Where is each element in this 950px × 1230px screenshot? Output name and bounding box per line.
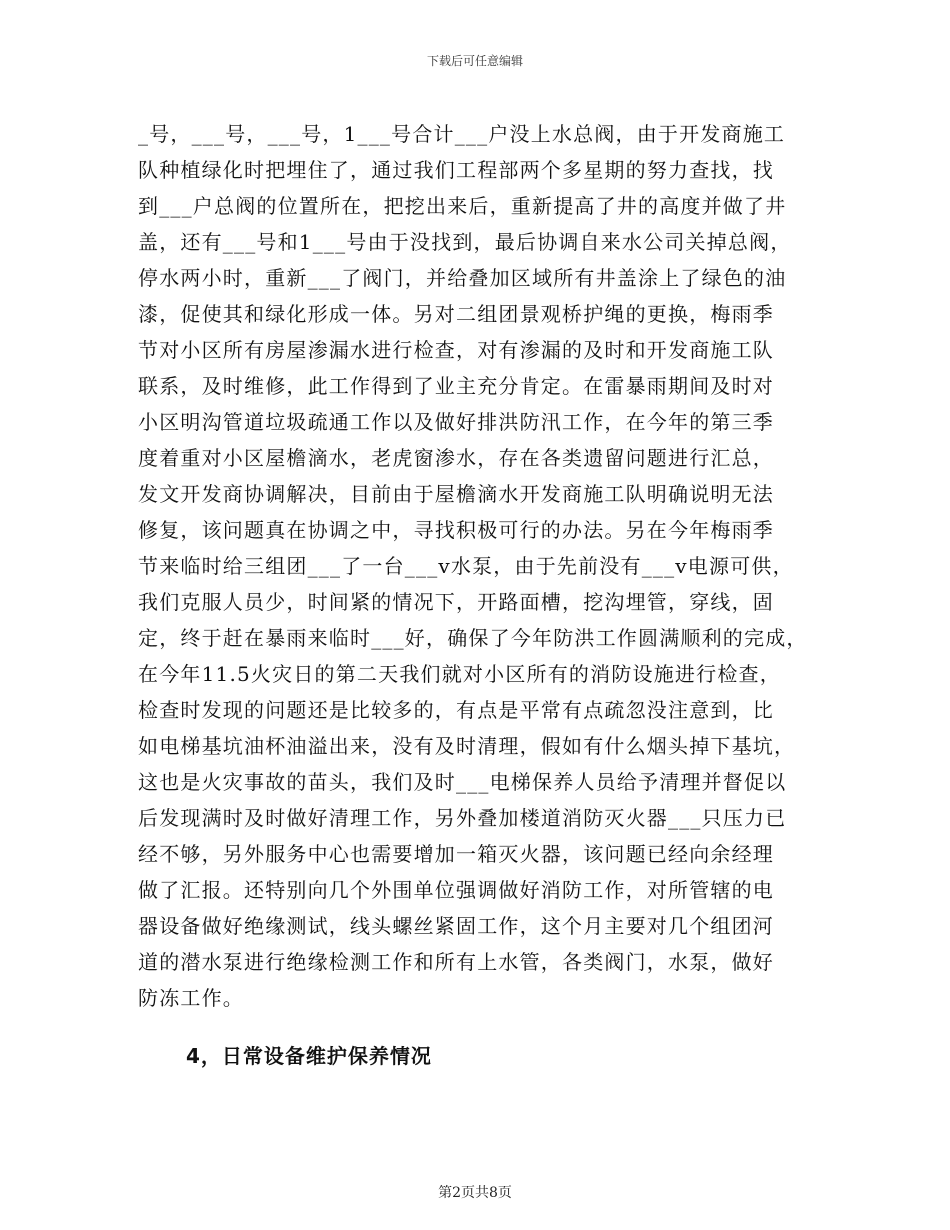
text-line: 我们克服人员少，时间紧的情况下，开路面槽，挖沟埋管，穿线，固 [138,590,774,614]
text-line: 小区明沟管道垃圾疏通工作以及做好排洪防汛工作，在今年的第三季 [138,410,774,434]
text-line: 停水两小时，重新___了阀门，并给叠加区域所有井盖涂上了绿色的油 [138,266,787,290]
text-line: 定，终于赶在暴雨来临时___好，确保了今年防洪工作圆满顺利的完成， [138,626,808,650]
text-line: 修复，该问题真在协调之中，寻找积极可行的办法。另在今年梅雨季 [138,518,774,542]
text-line: 做了汇报。还特别向几个外围单位强调做好消防工作，对所管辖的电 [138,878,774,902]
text-line: 盖，还有___号和1___号由于没找到，最后协调自来水公司关掉总阀， [138,230,792,254]
text-line: 节对小区所有房屋渗漏水进行检查，对有渗漏的及时和开发商施工队 [138,338,774,362]
text-line: 联系，及时维修，此工作得到了业主充分肯定。在雷暴雨期间及时对 [138,374,774,398]
page-header: 下载后可任意编辑 [426,54,523,68]
text-line: 经不够，另外服务中心也需要增加一箱灭火器，该问题已经向余经理 [138,842,774,866]
text-line: _号，___号，___号，1___号合计___户没上水总阀，由于开发商施工 [138,122,786,146]
text-line: 度着重对小区屋檐滴水，老虎窗渗水，存在各类遗留问题进行汇总， [138,446,774,470]
text-line: 在今年11.5火灾日的第二天我们就对小区所有的消防设施进行检查， [138,662,781,686]
page-number: 第2页共8页 [438,1185,512,1201]
text-line: 发文开发商协调解决，目前由于屋檐滴水开发商施工队明确说明无法 [138,482,774,506]
body-paragraph [138,116,838,1016]
text-line: 节来临时给三组团___了一台___v水泵，由于先前没有___v电源可供， [138,554,794,578]
text-line: 如电梯基坑油杯油溢出来，没有及时清理，假如有什么烟头掉下基坑， [138,734,796,758]
text-line: 检查时发现的问题还是比较多的，有点是平常有点疏忽没注意到，比 [138,698,774,722]
text-line: 器设备做好绝缘测试，线头螺丝紧固工作，这个月主要对几个组团河 [138,914,774,938]
text-line: 防冻工作。 [138,986,244,1010]
section-heading: 4，日常设备维护保养情况 [186,1044,432,1068]
text-line: 到___户总阀的位置所在，把挖出来后，重新提高了井的高度并做了井 [138,194,787,218]
text-line: 漆，促使其和绿化形成一体。另对二组团景观桥护绳的更换，梅雨季 [138,302,774,326]
text-line: 队种植绿化时把埋住了，通过我们工程部两个多星期的努力查找，找 [138,158,774,182]
text-line: 道的潜水泵进行绝缘检测工作和所有上水管，各类阀门，水泵，做好 [138,950,774,974]
text-line: 这也是火灾事故的苗头，我们及时___电梯保养人员给予清理并督促以 [138,770,787,794]
text-line: 后发现满时及时做好清理工作，另外叠加楼道消防灭火器___只压力已 [138,806,787,830]
